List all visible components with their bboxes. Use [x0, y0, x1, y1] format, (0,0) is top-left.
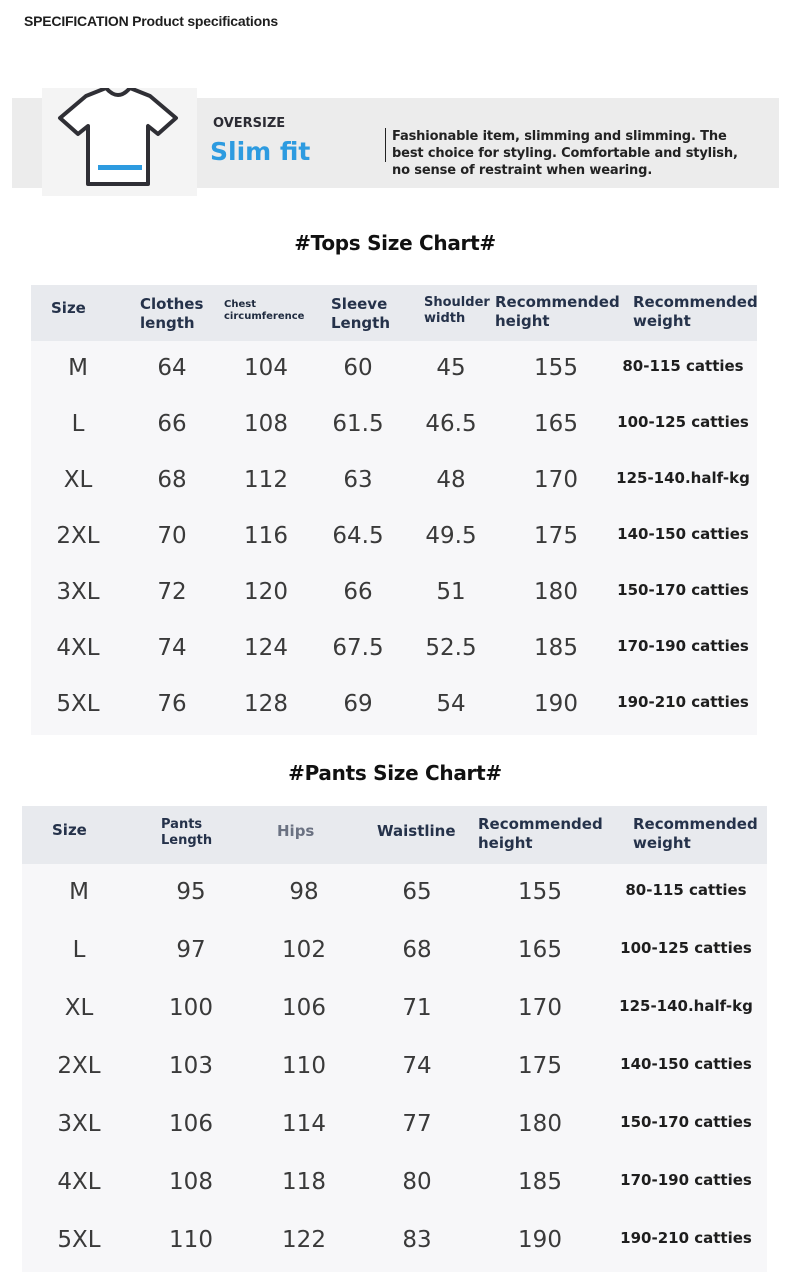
table-cell: 4XL — [57, 1169, 101, 1195]
column-header-line: Chest — [224, 299, 256, 310]
weight-cell: 170-190 catties — [617, 637, 749, 655]
table-cell: 71 — [402, 995, 432, 1021]
table-cell: 5XL — [56, 691, 100, 717]
table-cell: 180 — [518, 1111, 562, 1137]
table-cell: 104 — [244, 355, 288, 381]
weight-cell: 150-170 catties — [617, 581, 749, 599]
column-header-line: Length — [161, 833, 213, 848]
column-header-line: Recommended — [633, 293, 758, 311]
table-cell: 83 — [402, 1227, 432, 1253]
column-header — [478, 815, 603, 853]
table-cell: 155 — [534, 355, 578, 381]
table-cell: 114 — [282, 1111, 326, 1137]
column-header-line: Sleeve — [331, 295, 388, 313]
weight-cell: 125-140.half-kg — [619, 997, 753, 1015]
table-cell: 108 — [244, 411, 288, 437]
weight-cell: 140-150 catties — [617, 525, 749, 543]
column-header-line: Hips — [277, 822, 315, 840]
table-cell: L — [71, 411, 85, 437]
weight-cell: 125-140.half-kg — [616, 469, 750, 487]
table-cell: L — [72, 937, 86, 963]
column-header — [495, 293, 620, 331]
tops-size-table — [31, 285, 757, 735]
table-cell: 185 — [518, 1169, 562, 1195]
table-cell: 110 — [282, 1053, 326, 1079]
column-header — [331, 295, 390, 333]
table-cell: 97 — [176, 937, 206, 963]
table-cell: 4XL — [56, 635, 100, 661]
table-cell: 3XL — [57, 1111, 101, 1137]
weight-cell: 80-115 catties — [622, 357, 744, 375]
table-cell: 3XL — [56, 579, 100, 605]
description-line: no sense of restraint when wearing. — [392, 163, 653, 178]
weight-cell: 190-210 catties — [620, 1229, 752, 1247]
column-header-line: Length — [331, 314, 390, 332]
oversize-label: OVERSIZE — [213, 116, 286, 131]
column-header-line: Size — [51, 299, 86, 317]
column-header — [377, 822, 456, 841]
table-cell: 5XL — [57, 1227, 101, 1253]
tshirt-illustration — [42, 88, 197, 196]
table-cell: 66 — [157, 411, 187, 437]
table-cell: 128 — [244, 691, 288, 717]
tshirt-icon — [48, 88, 188, 188]
column-header-line: Waistline — [377, 822, 456, 840]
table-cell: 185 — [534, 635, 578, 661]
table-cell: 77 — [402, 1111, 432, 1137]
table-cell: 74 — [402, 1053, 432, 1079]
table-cell: 124 — [244, 635, 288, 661]
table-cell: 108 — [169, 1169, 213, 1195]
product-description — [392, 128, 752, 179]
table-cell: XL — [63, 467, 93, 493]
column-header — [51, 299, 86, 318]
table-cell: 122 — [282, 1227, 326, 1253]
table-cell: 69 — [343, 691, 373, 717]
table-cell: 190 — [518, 1227, 562, 1253]
table-cell: 100 — [169, 995, 213, 1021]
table-cell: 64.5 — [332, 523, 384, 549]
table-cell: 175 — [518, 1053, 562, 1079]
weight-cell: 80-115 catties — [625, 881, 747, 899]
table-cell: 70 — [157, 523, 187, 549]
table-cell: 80 — [402, 1169, 432, 1195]
table-cell: 165 — [534, 411, 578, 437]
table-cell: XL — [64, 995, 94, 1021]
table-cell: 64 — [157, 355, 187, 381]
table-cell: 106 — [282, 995, 326, 1021]
table-cell: 120 — [244, 579, 288, 605]
column-header-line: Pants — [161, 817, 203, 832]
pants-size-table — [22, 806, 767, 1272]
description-line: Fashionable item, slimming and slimming. The — [392, 129, 727, 144]
column-header-line: Recommended — [633, 815, 758, 833]
table-cell: 175 — [534, 523, 578, 549]
column-header-line: Shoulder — [424, 295, 490, 310]
table-cell: 190 — [534, 691, 578, 717]
column-header-line: Recommended — [495, 293, 620, 311]
column-header-line: weight — [633, 312, 691, 330]
column-header-line: height — [495, 312, 550, 330]
table-cell: 72 — [157, 579, 187, 605]
table-cell: 110 — [169, 1227, 213, 1253]
table-cell: 67.5 — [332, 635, 384, 661]
column-header-line: Clothes — [140, 295, 204, 313]
table-cell: 51 — [436, 579, 466, 605]
table-cell: 61.5 — [332, 411, 384, 437]
column-header-line: Recommended — [478, 815, 603, 833]
page-title: SPECIFICATION Product specifications — [24, 13, 278, 29]
table-cell: 170 — [518, 995, 562, 1021]
table-cell: 49.5 — [425, 523, 477, 549]
column-header — [140, 295, 203, 333]
table-cell: 60 — [343, 355, 373, 381]
column-header — [224, 299, 304, 323]
table-cell: 155 — [518, 879, 562, 905]
column-header-line: width — [424, 311, 466, 326]
fit-label: Slim fit — [210, 137, 311, 166]
table-cell: 63 — [343, 467, 373, 493]
table-cell: 54 — [436, 691, 466, 717]
table-cell: 170 — [534, 467, 578, 493]
description-line: best choice for styling. Comfortable and stylish, — [392, 146, 738, 161]
column-header-line: length — [140, 314, 195, 332]
product-banner — [12, 98, 779, 188]
column-header — [424, 295, 490, 327]
table-cell: 68 — [157, 467, 187, 493]
table-cell: 66 — [343, 579, 373, 605]
tops-chart-title: #Tops Size Chart# — [294, 231, 496, 255]
table-cell: 106 — [169, 1111, 213, 1137]
column-header-line: height — [478, 834, 533, 852]
weight-cell: 140-150 catties — [620, 1055, 752, 1073]
table-cell: 116 — [244, 523, 288, 549]
weight-cell: 100-125 catties — [617, 413, 749, 431]
table-cell: 118 — [282, 1169, 326, 1195]
table-cell: 180 — [534, 579, 578, 605]
table-cell: M — [69, 879, 89, 905]
table-cell: 2XL — [57, 1053, 101, 1079]
table-cell: 46.5 — [425, 411, 477, 437]
weight-cell: 190-210 catties — [617, 693, 749, 711]
table-cell: 103 — [169, 1053, 213, 1079]
column-header — [161, 817, 212, 849]
weight-cell: 100-125 catties — [620, 939, 752, 957]
weight-cell: 170-190 catties — [620, 1171, 752, 1189]
table-cell: 102 — [282, 937, 326, 963]
column-header-line: weight — [633, 834, 691, 852]
column-header — [277, 822, 314, 841]
column-header — [633, 815, 758, 853]
divider — [385, 128, 386, 162]
column-header-line: circumference — [224, 311, 305, 322]
table-cell: 45 — [436, 355, 466, 381]
table-cell: 65 — [402, 879, 432, 905]
table-cell: 165 — [518, 937, 562, 963]
table-cell: 98 — [289, 879, 319, 905]
column-header — [52, 821, 87, 840]
table-cell: 74 — [157, 635, 187, 661]
table-cell: 48 — [436, 467, 466, 493]
table-cell: 2XL — [56, 523, 100, 549]
pants-chart-title: #Pants Size Chart# — [288, 761, 502, 785]
table-cell: 52.5 — [425, 635, 477, 661]
table-cell: 112 — [244, 467, 288, 493]
column-header-line: Size — [52, 821, 87, 839]
weight-cell: 150-170 catties — [620, 1113, 752, 1131]
table-cell: 76 — [157, 691, 187, 717]
table-cell: M — [68, 355, 88, 381]
table-cell: 95 — [176, 879, 206, 905]
table-cell: 68 — [402, 937, 432, 963]
column-header — [633, 293, 758, 331]
